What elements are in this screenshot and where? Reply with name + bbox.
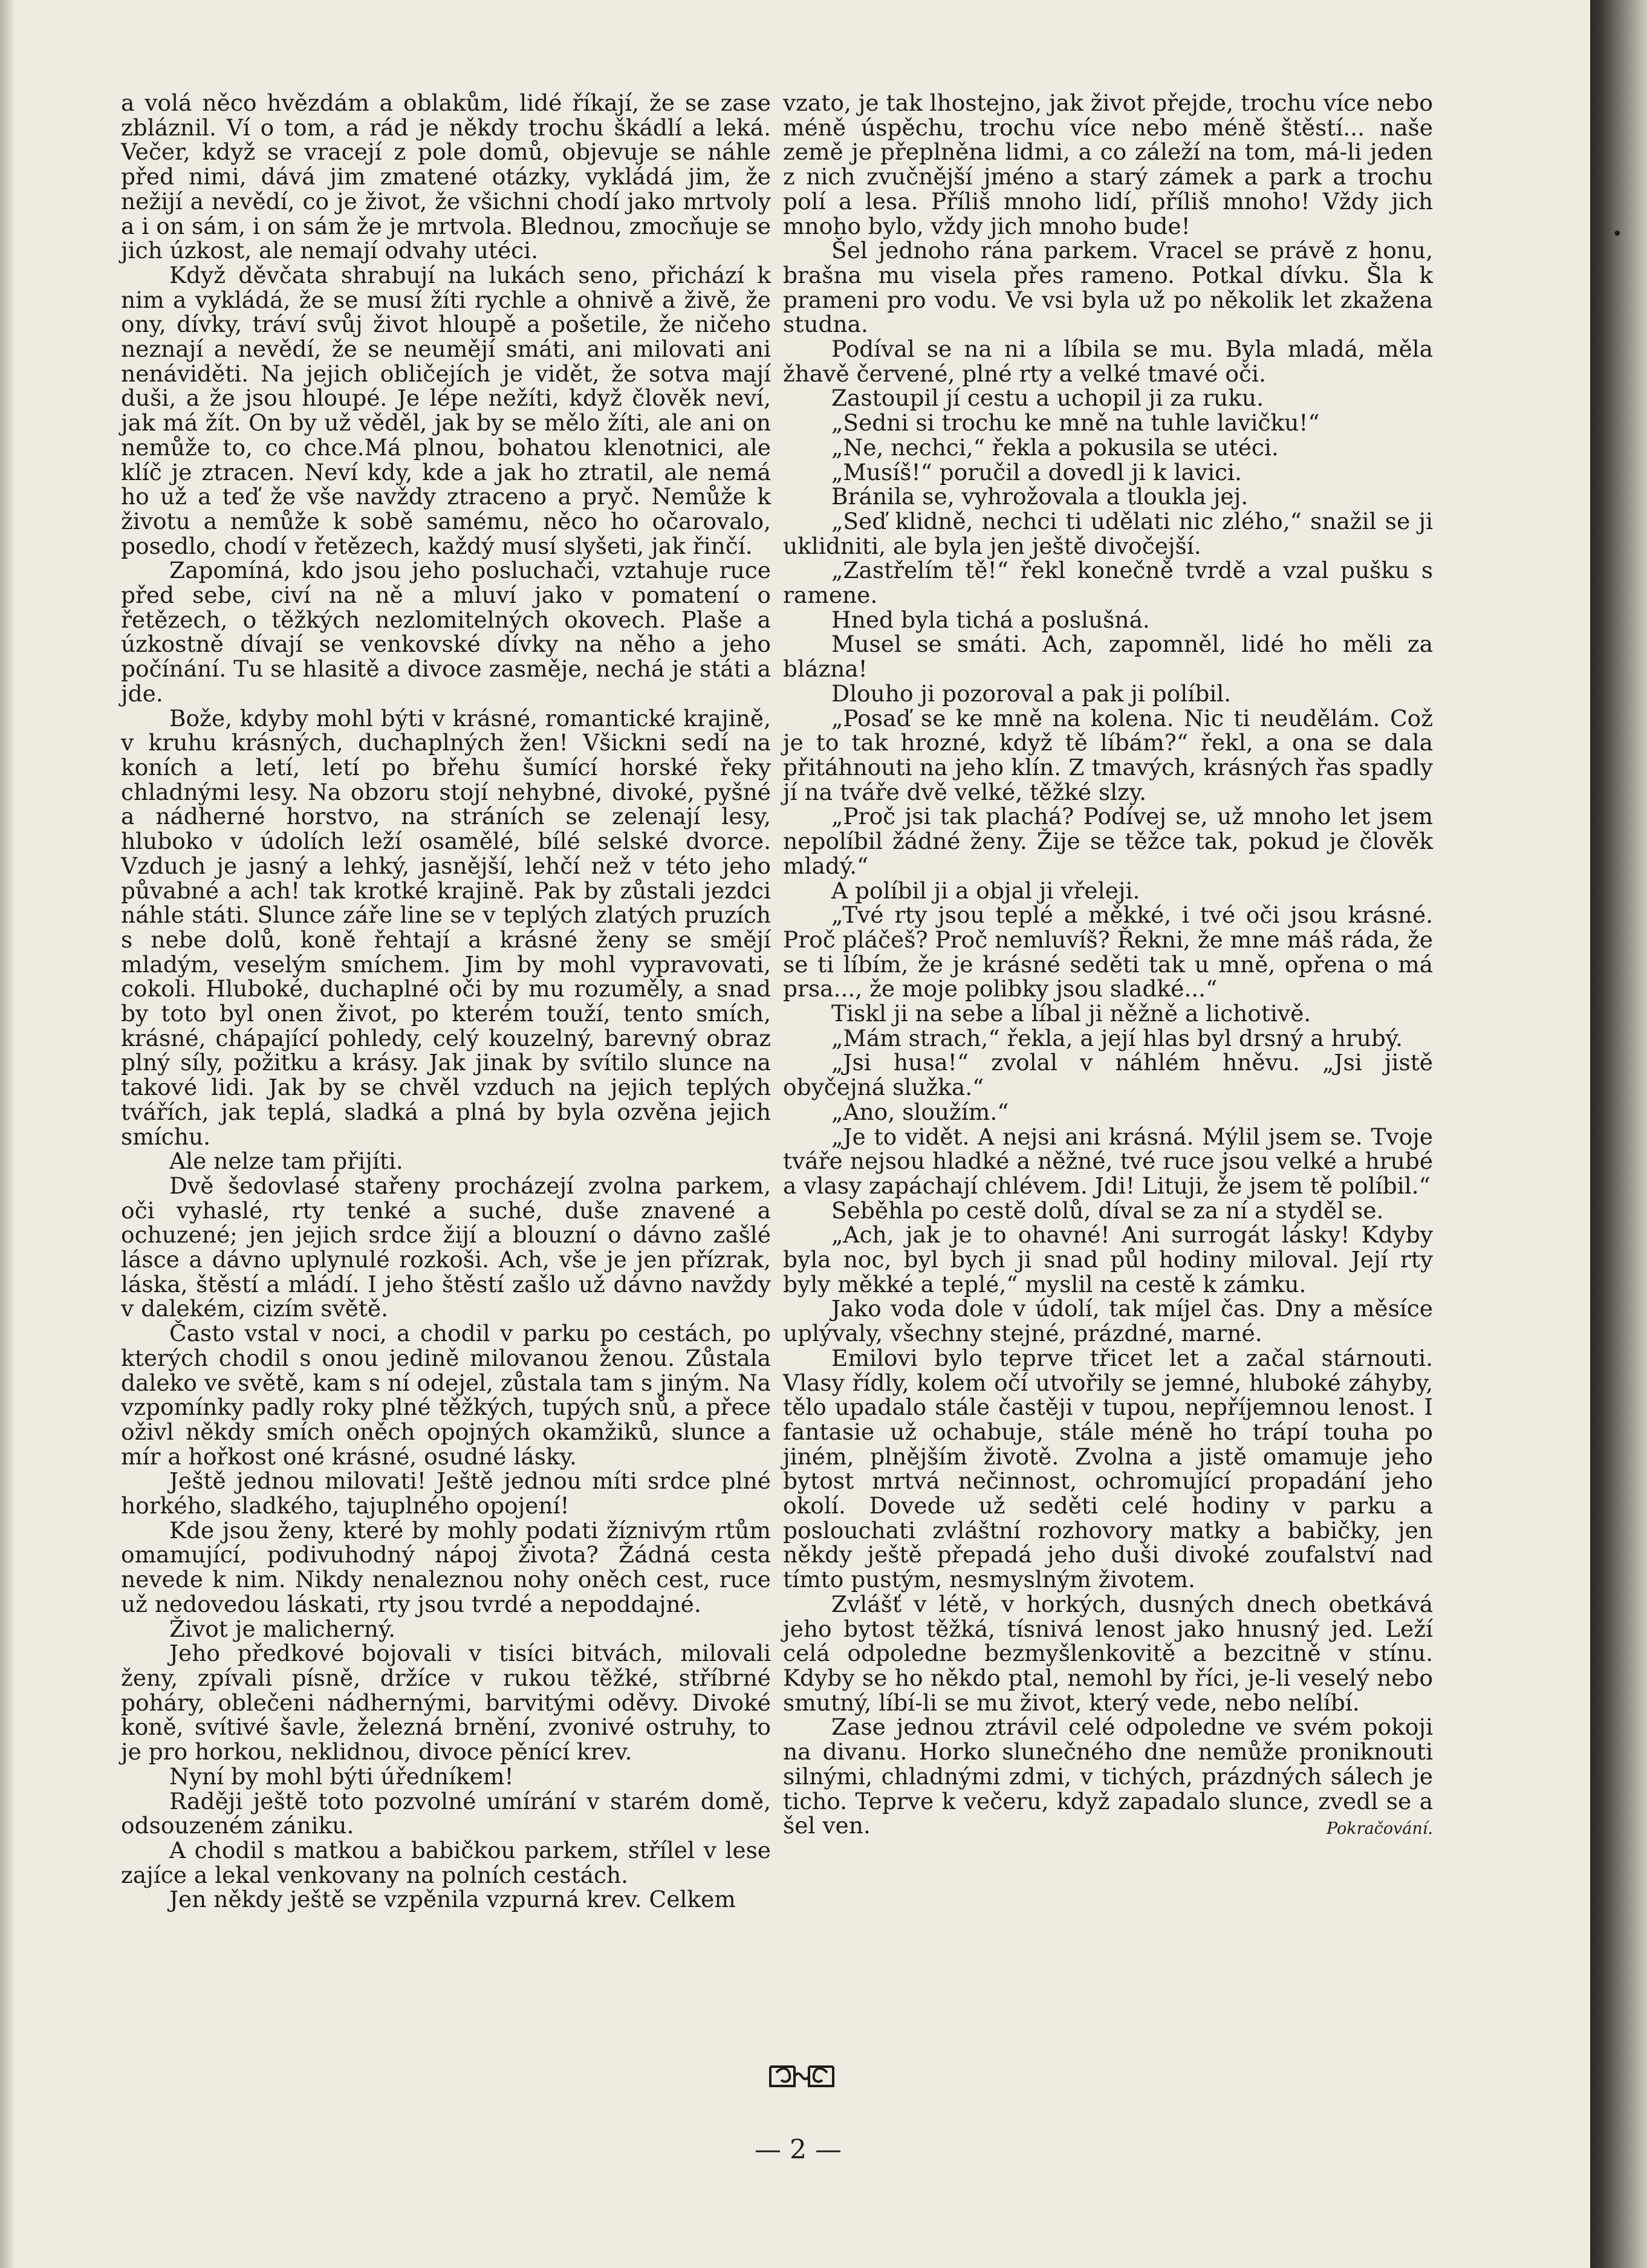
continued-label: Pokračování. <box>1326 1819 1433 1839</box>
paragraph: Ještě jednou milovati! Ještě jednou míti srdce plné horkého, sladkého, tajuplného opojení! <box>121 1467 771 1519</box>
paragraph: Jeho předkové bojovali v tisíci bitvách, milovali ženy, zpívali písně, držíce v rukou těžké, stříbrné poháry, oblečeni nádhernými, barvitými oděvy. Divoké koně, svítivé šavle, železná brnění, zvonivé ostruhy, to je pro horkou, neklidnou, divoce pěnící krev. <box>121 1640 771 1766</box>
paragraph: „Mám strach,“ řekla, a její hlas byl drsný a hrubý. <box>831 1024 1403 1051</box>
paragraph: „Seď klidně, nechci ti udělati nic zlého,“ snažil se ji uklidniti, ale byla jen ještě divočejší. <box>783 507 1433 559</box>
paragraph: Jako voda dole v údolí, tak míjel čas. Dny a měsíce uplývaly, všechny stejné, prázdné, marné. <box>783 1295 1433 1347</box>
paragraph: Seběhla po cestě dolů, díval se za ní a styděl se. <box>831 1197 1384 1224</box>
paragraph: Bránila se, vyhrožovala a tloukla jej. <box>831 483 1249 510</box>
paragraph: A políbil ji a objal ji vřeleji. <box>831 877 1140 904</box>
paragraph: Musel se smáti. Ach, zapomněl, lidé ho měli za blázna! <box>783 631 1433 683</box>
paragraph: „Zastřelím tě!“ řekl konečně tvrdě a vzal pušku s ramene. <box>783 557 1433 609</box>
paragraph: Kde jsou ženy, které by mohly podati žíznivým rtům omamující, podivuhodný nápoj života? Žádná cesta nevede k nim. Nikdy nenaleznou nohy oněch cest, ruce už nedovedou láskati, rty jsou tvrdé a nepoddajné. <box>121 1516 771 1617</box>
left-column <box>121 91 771 1912</box>
paragraph: Zvlášť v létě, v horkých, dusných dnech obetkává jeho bytost těžká, tísnivá lenost jako hnusný jed. Leží celá odpoledne bezmyšlenkovitě a bezcitně v stínu. Kdyby se ho někdo ptal, nemohl by říci, je-li veselý nebo smutný, líbí-li se mu život, který vede, nebo nelíbí. <box>783 1590 1433 1716</box>
paragraph: Jen někdy ještě se vzpěnila vzpurná krev. Celkem <box>169 1886 736 1913</box>
paragraph: Emilovi bylo teprve třicet let a začal stárnouti. Vlasy řídly, kolem očí utvořily se jemné, hluboké záhyby, tělo upadalo stále častěji v tupou, nepříjemnou lenost. I fantasie už ochabuje, stále méně ho trápí touha po jiném, plnějším životě. Zvolna a jistě omamuje jeho bytost mrtvá nečinnost, ochromující propadání jeho okolí. Dovede už seděti celé hodiny v parku a poslouchati zvláštní rozhovory matky a babičky, jen někdy ještě přepadá jeho duši divoké zoufalství nad tímto pustým, nesmyslným životem. <box>783 1344 1433 1593</box>
paragraph: Zastoupil jí cestu a uchopil ji za ruku. <box>831 385 1264 412</box>
page-left-edge <box>0 0 13 2268</box>
paragraph-text: Zase jednou ztrávil celé odpoledne ve svém pokoji na divanu. Horko slunečného dne nemůže proniknouti silnými, chladnými zdmi, v tichých, prázdných sálech je ticho. Teprve k večeru, když zapadalo slunce, zvedl se a šel ven. <box>783 1714 1433 1839</box>
paragraph: Často vstal v noci, a chodil v parku po cestách, po kterých chodil s onou jedině milovanou ženou. Zůstala daleko ve světě, kam s ní odejel, zůstala tam s jiným. Na vzpomínky padly roky plné těžkých, tupých snů, a přece oživl někdy smích oněch opojných okamžiků, slunce a mír a hořkost oné krásné, osudné lásky. <box>121 1320 771 1470</box>
paragraph: „Sedni si trochu ke mně na tuhle lavičku!“ <box>831 409 1320 437</box>
paragraph: Nyní by mohl býti úředníkem! <box>169 1763 514 1790</box>
paragraph: Dvě šedovlasé stařeny procházejí zvolna parkem, oči vyhaslé, rty tenké a suché, duše znavené a ochuzené; jen jejich srdce žijí a blouzní o dávno zašlé lásce a dávno uplynulé rozkoši. Ach, vše je jen přízrak, láska, štěstí a mládí. I jeho štěstí zašlo už dávno navždy v dalekém, cizím světě. <box>121 1172 771 1322</box>
paragraph: Raději ještě toto pozvolné umírání v starém domě, odsouzeném zániku. <box>121 1787 771 1839</box>
paragraph: „Je to vidět. A nejsi ani krásná. Mýlil jsem se. Tvoje tváře nejsou hladké a něžné, tvé ruce jsou velké a hrubé a vlasy zapáchají chlévem. Jdi! Lituji, že jsem tě políbil.“ <box>783 1123 1433 1199</box>
paragraph: Dlouho ji pozoroval a pak ji políbil. <box>831 680 1232 707</box>
paragraph: „Tvé rty jsou teplé a měkké, i tvé oči jsou krásné. Proč pláčeš? Proč nemluvíš? Řekni, že mne máš ráda, že se ti líbím, že je krásné seděti tak u mně, opřena o má prsa..., že moje polibky jsou sladké...“ <box>783 902 1433 1002</box>
paragraph: „Ano, sloužím.“ <box>831 1098 1009 1125</box>
right-column <box>783 91 1433 1842</box>
paragraph: A chodil s matkou a babičkou parkem, střílel v lese zajíce a lekal venkovany na polních cestách. <box>121 1836 771 1888</box>
book-spine-shadow <box>1590 0 1647 2268</box>
paragraph: a volá něco hvězdám a oblakům, lidé říkají, že se zase zbláznil. Ví o tom, a rád je někdy trochu škádlí a leká. Večer, když se vracejí z pole domů, objevuje se náhle před nimi, dává jim zmatené otázky, vykládá jim, že nežijí a nevědí, co je život, že všichni chodí jako mrtvoly a i on sám, i on sám že je mrtvola. Blednou, zmocňuje se jich úzkost, ale nemají odvahy utéci. <box>121 89 771 264</box>
paragraph-last <box>783 1715 1433 1838</box>
paragraph: Bože, kdyby mohl býti v krásné, romantické krajině, v kruhu krásných, duchaplných žen! Všickni sedí na koních a letí, letí po břehu šumící horské řeky chladnými lesy. Na obzoru stojí nehybné, divoké, pyšné a nádherné horstvo, na stráních se zelenají lesy, hluboko v údolích leží osamělé, bílé selské dvorce. Vzduch je jasný a lehký, jasnější, lehčí než v této jeho půvabné a ach! tak krotké krajině. Pak by zůstali jezdci náhle státi. Slunce záře line se v teplých zlatých pruzích s nebe dolů, koně řehtají a krásné ženy se smějí mladým, veselým smíchem. Jim by mohl vypravovati, cokoli. Hluboké, duchaplné oči by mu rozuměly, a snad by toto byl onen život, po kterém touží, tento smích, krásné, chápající pohledy, celý kouzelný, barevný obraz plný síly, požitku a krásy. Jak jinak by svítilo slunce na takové lidi. Jak by se chvěl vzduch na jejich teplých tvářích, jak teplá, sladká a plná by byla ozvěna jejich smíchu. <box>121 704 771 1150</box>
paragraph: Když děvčata shrabují na lukách seno, přichází k nim a vykládá, že se musí žíti rychle a ohnivě a živě, že ony, dívky, tráví svůj život hloupě a pošetile, že ničeho neznají a nevědí, že se neumějí smáti, ani milovati ani nenáviděti. Na jejich obličejích je vidět, že sotva mají duši, a že jsou hloupé. Je lépe nežíti, když člověk neví, jak má žít. On by už věděl, jak by se mělo žíti, ale ani on nemůže to, co chce.Má plnou, bohatou klenotnici, ale klíč je ztracen. Neví kdy, kde a jak ho ztratil, ale nemá ho už a teď že vše navždy ztraceno a pryč. Nemůže k životu a nemůže k sobě samému, něco ho očarovalo, posedlo, chodí v řetězech, každý musí slyšeti, jak řinčí. <box>121 261 771 559</box>
paragraph: „Posaď se ke mně na kolena. Nic ti neudělám. Což je to tak hrozné, když tě líbám?“ řekl, a ona se dala přitáhnouti na jeho klín. Z tmavých, krásných řas spadly jí na tváře dvě velké, těžké slzy. <box>783 704 1433 805</box>
paragraph: „Jsi husa!“ zvolal v náhlém hněvu. „Jsi jistě obyčejná služka.“ <box>783 1049 1433 1101</box>
paragraph: Hned byla tichá a poslušná. <box>831 606 1150 633</box>
paragraph: „Ach, jak je to ohavné! Ani surrogát lásky! Kdyby byla noc, byl bych ji snad půl hodiny miloval. Její rty byly měkké a teplé,“ myslil na cestě k zámku. <box>783 1221 1433 1298</box>
paragraph: Podíval se na ni a líbila se mu. Byla mladá, měla žhavě červené, plné rty a velké tmavé oči. <box>783 336 1433 387</box>
paragraph: „Proč jsi tak plachá? Podívej se, už mnoho let jsem nepolíbil žádné ženy. Žije se těžce tak, pokud je člověk mladý.“ <box>783 803 1433 879</box>
paragraph: „Musíš!“ poručil a dovedl ji k lavici. <box>831 458 1242 486</box>
page-number: — 2 — <box>755 2134 842 2165</box>
paragraph: Šel jednoho rána parkem. Vracel se právě z honu, brašna mu visela přes rameno. Potkal dívku. Šla k prameni pro vodu. Ve vsi byla už po několik let zkažena studna. <box>783 237 1433 338</box>
paragraph: Ale nelze tam přijíti. <box>169 1148 403 1175</box>
ornament-icon <box>767 2058 837 2094</box>
paragraph: vzato, je tak lhostejno, jak život přejde, trochu více nebo méně úspěchu, trochu více nebo méně štěstí... naše země je přeplněna lidmi, a co záleží na tom, má-li jeden z nich zvučnější jméno a starý zámek a park a trochu polí a lesa. Příliš mnoho lidí, příliš mnoho! Vždy jich mnoho bylo, vždy jich mnoho bude! <box>783 89 1433 239</box>
margin-dot-icon: • <box>1612 224 1623 245</box>
paragraph: „Ne, nechci,“ řekla a pokusila se utéci. <box>831 434 1279 461</box>
paragraph: Tiskl ji na sebe a líbal ji něžně a lichotivě. <box>831 1000 1311 1027</box>
paragraph: Zapomíná, kdo jsou jeho posluchači, vztahuje ruce před sebe, civí na ně a mluví jako v pomatení o řetězech, o těžkých nezlomitelných okovech. Plaše a úzkostně dívají se venkovské dívky na něho a jeho počínání. Tu se hlasitě a divoce zasměje, nechá je státi a jde. <box>121 557 771 707</box>
paragraph: Život je malicherný. <box>169 1615 395 1642</box>
